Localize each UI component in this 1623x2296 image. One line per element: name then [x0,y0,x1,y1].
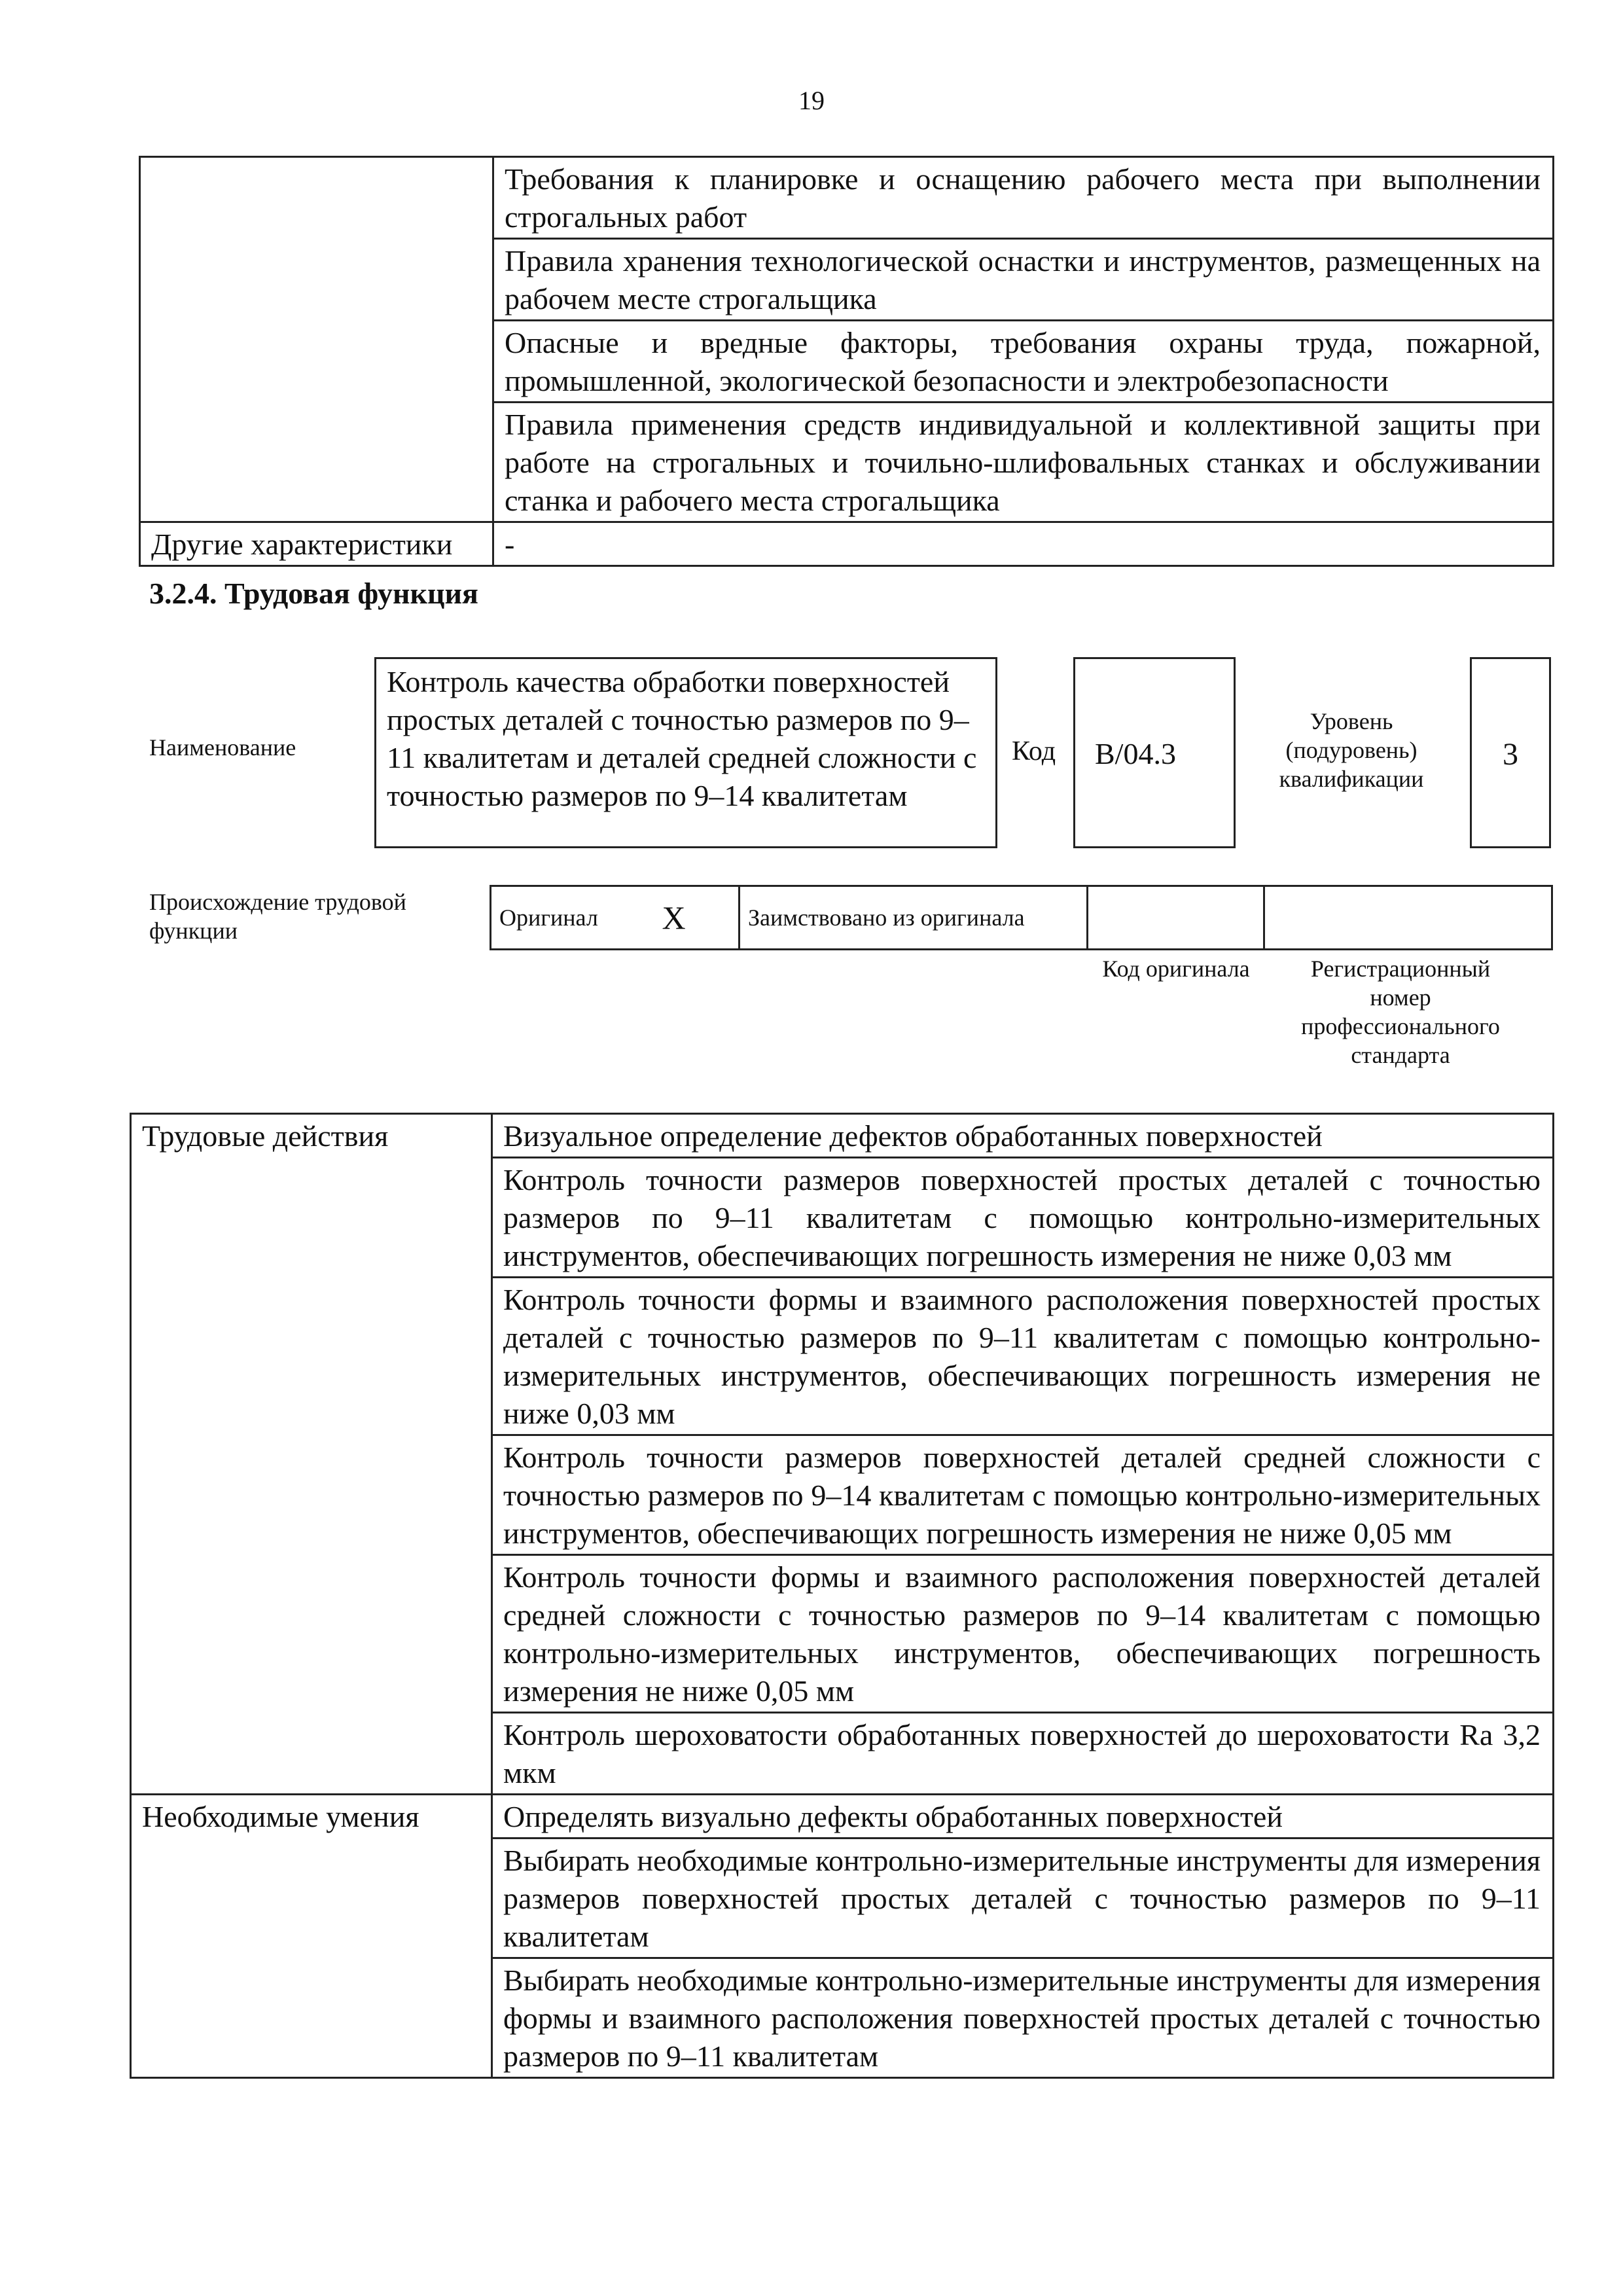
labor-action-item: Контроль точности формы и взаимного расположения поверхностей простых деталей с точностью размеров по 9–11 квалитетам с помощью контрольно-измерительных инструментов, обеспечивающих погрешность измерения не ниже 0,03 мм [492,1278,1554,1435]
registration-number-cell [1264,886,1552,950]
labor-action-item: Контроль точности размеров поверхностей деталей средней сложности с точностью размеров по 9–14 квалитетам с помощью контрольно-измерительных инструментов, обеспечивающих погрешность измерения не ниже 0,05 мм [492,1435,1554,1555]
other-characteristics-label: Другие характеристики [140,522,493,566]
code-label: Код [1012,736,1056,766]
page-number: 19 [798,86,825,115]
table-cell-text: Правила применения средств индивидуальной и коллективной защиты при работе на строгальных и точильно-шлифовальных станках и обслуживании станка и рабочего места строгальщика [493,403,1554,522]
original-label: Оригинал [491,886,654,950]
name-label: Наименование [149,734,296,761]
labor-action-item: Контроль точности формы и взаимного расположения поверхностей деталей средней сложности с точностью размеров по 9–14 квалитетам с помощью контрольно-измерительных инструментов, обеспечивающих погрешность измерения не ниже 0,05 мм [492,1555,1554,1713]
skills-label: Необходимые умения [131,1795,492,2078]
borrowed-label: Заимствовано из оригинала [740,886,1088,950]
labor-actions-table [130,1113,1554,2079]
table-cell-empty [140,157,493,522]
other-characteristics-value: - [493,522,1554,566]
labor-action-item: Контроль шероховатости обработанных поверхностей до шероховатости Ra 3,2 мкм [492,1713,1554,1795]
function-code-box: B/04.3 [1073,657,1236,848]
labor-actions-label: Трудовые действия [131,1114,492,1795]
origin-table [490,885,1553,950]
table-row [131,1114,1554,1158]
registration-caption: Регистрационный номер профессионального стандарта [1301,956,1500,1068]
level-value-box: 3 [1470,657,1551,848]
code-caption: Код оригинала [1102,956,1250,982]
labor-action-item: Контроль точности размеров поверхностей простых деталей с точностью размеров по 9–11 квалитетам с помощью контрольно-измерительных инструментов, обеспечивающих погрешность измерения не ниже 0,03 мм [492,1158,1554,1278]
original-mark: X [654,886,740,950]
original-code-cell [1088,886,1264,950]
table-cell-text: Опасные и вредные факторы, требования охраны труда, пожарной, промышленной, экологической безопасности и электробезопасности [493,321,1554,403]
table-row [131,1795,1554,1839]
requirements-table [139,156,1554,567]
origin-label: Происхождение трудовой функции [149,889,406,944]
table-row [491,886,1552,950]
level-label: Уровень (подуровень) квалификации [1279,708,1424,792]
table-row [140,522,1554,566]
function-name-box: Контроль качества обработки поверхностей простых деталей с точностью размеров по 9–11 квалитетам и деталей средней сложности с точностью размеров по 9–14 квалитетам [374,657,997,848]
skill-item: Выбирать необходимые контрольно-измерительные инструменты для измерения формы и взаимного расположения поверхностей простых деталей с точностью размеров по 9–11 квалитетам [492,1958,1554,2078]
table-row [140,157,1554,239]
table-cell-text: Требования к планировке и оснащению рабочего места при выполнении строгальных работ [493,157,1554,239]
skill-item: Определять визуально дефекты обработанных поверхностей [492,1795,1554,1839]
skill-item: Выбирать необходимые контрольно-измерительные инструменты для измерения размеров поверхностей простых деталей с точностью размеров по 9–11 квалитетам [492,1839,1554,1958]
table-cell-text: Правила хранения технологической оснастки и инструментов, размещенных на рабочем месте строгальщика [493,239,1554,321]
labor-action-item: Визуальное определение дефектов обработанных поверхностей [492,1114,1554,1158]
section-heading: 3.2.4. Трудовая функция [149,577,478,610]
